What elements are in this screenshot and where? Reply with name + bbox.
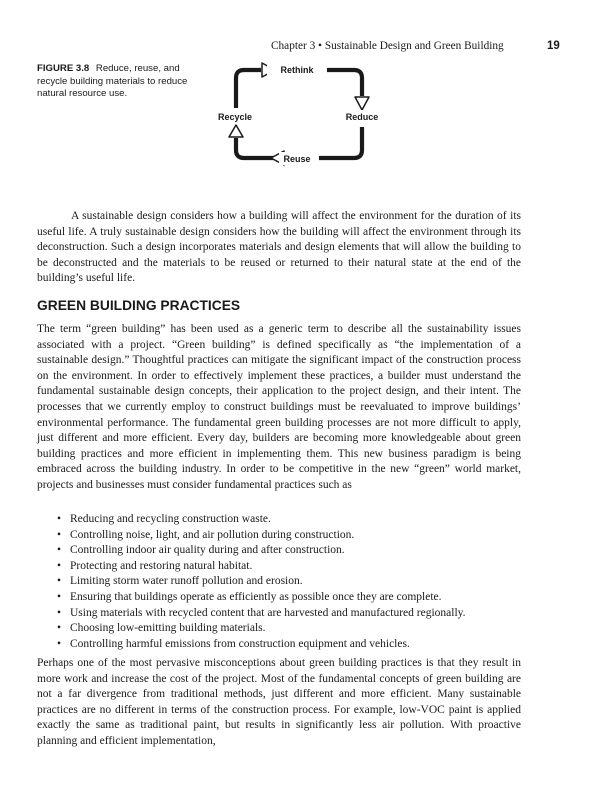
list-item: • Using materials with recycled content that are harvested and manufactured regionally. — [57, 606, 521, 622]
list-item: • Choosing low-emitting building materials. — [57, 621, 521, 637]
list-item: • Protecting and restoring natural habitat. — [57, 559, 521, 575]
recycling-cycle-diagram — [195, 60, 405, 172]
node-rethink-label: Rethink — [280, 65, 314, 75]
intro-paragraph: A sustainable design considers how a building will affect the environment for the duration of its useful life. A truly sustainable design considers how the building will affect the environment through its deconstruction. Such a design incorporates materials and design elements that will allow the building to be deconstructed and the materials to be reused or returned to their natural state at the end of the building’s useful life. — [37, 210, 521, 285]
node-reuse-label: Reuse — [283, 154, 311, 164]
figure-label: FIGURE 3.8 — [37, 63, 90, 74]
page-number: 19 — [547, 40, 560, 52]
list-item: • Controlling noise, light, and air pollution during construction. — [57, 528, 521, 544]
closing-paragraph: Perhaps one of the most pervasive misconceptions about green building practices is that they result in more work and increase the cost of the project. Most of the fundamental concepts of green building are not a far divergence from traditional methods, just different and more efficient. Many sustainable practices are no different in terms of the construction process. For example, low-VOC paint is applied exactly the same as traditional paint, but results in significantly less air pollution. With proactive planning and efficient implementation, — [37, 657, 521, 747]
page-header — [0, 38, 601, 54]
running-head: Chapter 3 • Sustainable Design and Green Building — [271, 40, 504, 52]
list-item: • Limiting storm water runoff pollution and erosion. — [57, 574, 521, 590]
section-paragraph: The term “green building” has been used as a generic term to describe all the sustainability issues associated with a project. “Green building” is defined specifically as “the implementation of a sustainable design.” Thoughtful practices can mitigate the significant impact of the construction process on the environment. In order to effectively implement these practices, a builder must understand the fundamental sustainable design concepts, their application to the project design, and their intent. The processes that we currently employ to construct buildings must be reevaluated to improve buildings’ environmental performance. The fundamental green building processes are not more difficult to apply, just different and more efficient. Every day, builders are becoming more knowledgeable about green building practices and more efficient in implementing them. This new business paradigm is being embraced across the building industry. In order to be competitive in the new “green” world market, projects and businesses must consider fundamental practices such as — [37, 323, 521, 491]
arrow-head-down — [355, 97, 369, 110]
node-reduce-label: Reduce — [345, 112, 379, 122]
practices-list — [57, 512, 521, 652]
list-item: • Controlling indoor air quality during and after construction. — [57, 543, 521, 559]
list-item: • Reducing and recycling construction waste. — [57, 512, 521, 528]
arrow-reuse-to-recycle — [236, 138, 280, 158]
cycle-diagram-svg — [195, 60, 405, 172]
list-item: • Ensuring that buildings operate as efficiently as possible once they are complete. — [57, 590, 521, 606]
arrow-recycle-to-rethink — [236, 70, 261, 108]
figure-caption-text: Reduce, reuse, and recycle building materials to reduce natural resource use. — [37, 63, 188, 99]
list-item: • Controlling harmful emissions from construction equipment and vehicles. — [57, 637, 521, 653]
node-recycle-label: Recycle — [217, 112, 253, 122]
section-heading: GREEN BUILDING PRACTICES — [37, 298, 241, 313]
arrow-head-up — [229, 125, 243, 137]
figure-caption — [37, 63, 212, 101]
